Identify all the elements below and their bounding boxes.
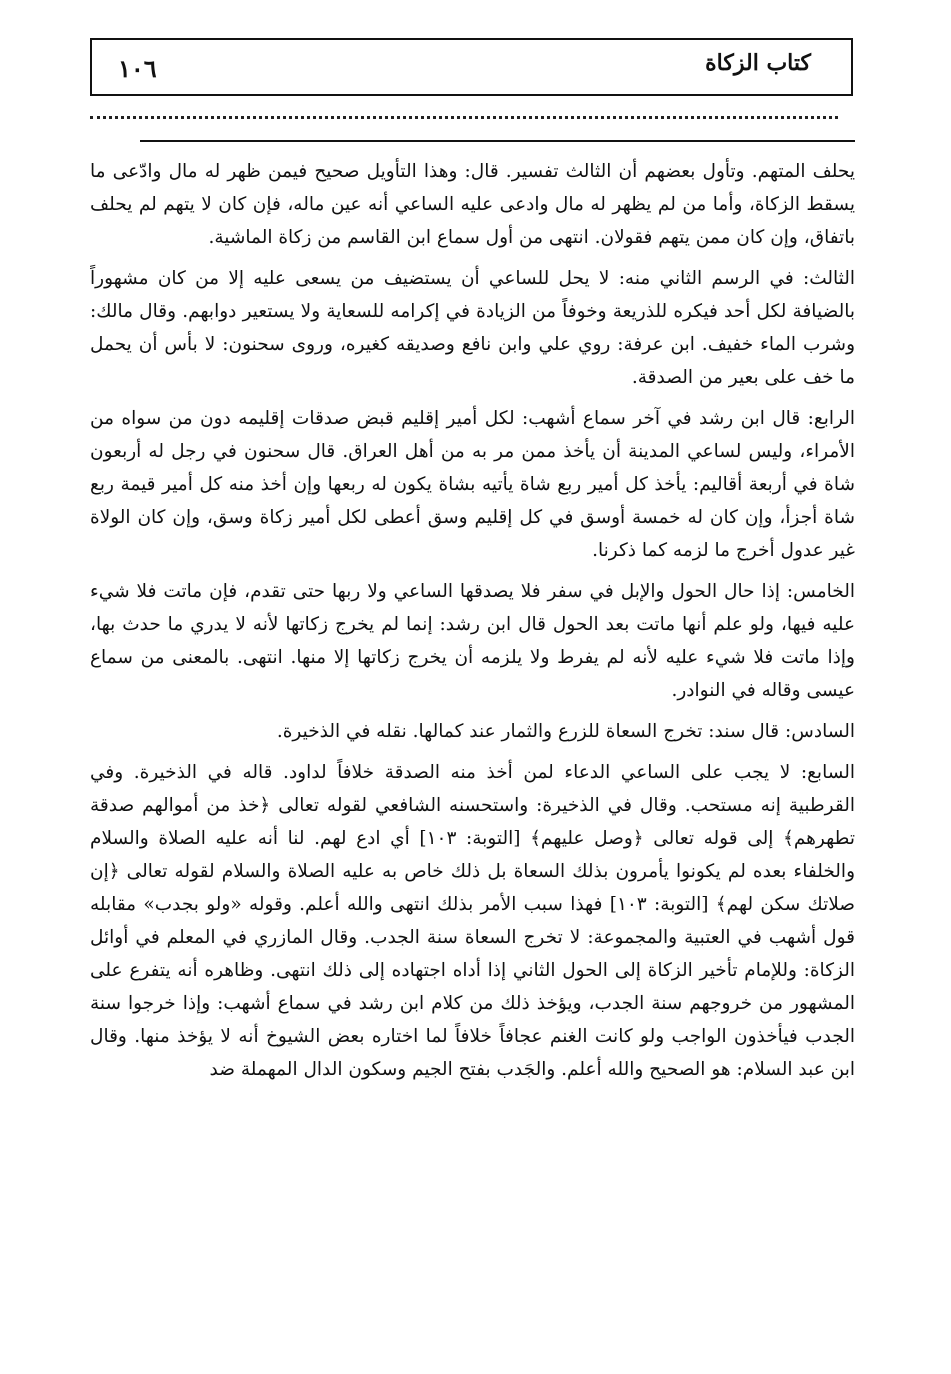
dotted-divider: [90, 116, 838, 119]
paragraph: يحلف المتهم. وتأول بعضهم أن الثالث تفسير. قال: وهذا التأويل صحيح فيمن ظهر له مال وادّعى ما يسقط الزكاة، وأما من لم يظهر له مال وادعى عليه الساعي أنه عين ماله، فإن كان لا يتهم لم يحلف باتفاق، وإن كان ممن يتهم فقولان. انتهى من أول سماع ابن القاسم من زكاة الماشية.: [90, 161, 855, 248]
page-body: [90, 155, 855, 1295]
paragraph: الثالث: في الرسم الثاني منه: لا يحل للساعي أن يستضيف من يسعى عليه إلا من كان مشهوراً بالضيافة لكل أحد فيكره للذريعة وخوفاً من الزيادة في إكرامه للسعاية ولا يستعير دوابهم. وقال مالك: وشرب الماء خفيف. ابن عرفة: روي علي وابن نافع وصديقه كغيره، وروى سحنون: لا بأس أن يحمل ما خف على بعير من الصدقة.: [90, 268, 855, 388]
paragraph: السادس: قال سند: تخرج السعاة للزرع والثمار عند كمالها. نقله في الذخيرة.: [276, 721, 855, 742]
page-header: [90, 38, 853, 96]
book-title: كتاب الزكاة: [705, 50, 811, 76]
paragraph: الرابع: قال ابن رشد في آخر سماع أشهب: لكل أمير إقليم قبض صدقات إقليمه دون من سواه من الأمراء، وليس لساعي المدينة أن يأخذ ممن مر به من أهل العراق. قال سحنون في رجل له أربعون شاة في أربعة أقاليم: يأخذ كل أمير ربع شاة يأتيه بشاة يكون له ربعها وإن أخذ منه كل أمير قيمة ربع شاة أجزأ، وإن كان له خمسة أوسق في كل إقليم وسق أعطى لكل أمير زكاة وسق، وإن كان الولاة غير عدول أخرج ما لزمه كما ذكرنا.: [90, 408, 855, 561]
paragraph: السابع: لا يجب على الساعي الدعاء لمن أخذ منه الصدقة خلافاً لداود. قاله في الذخيرة. وفي القرطبية إنه مستحب. وقال في الذخيرة: واستحسنه الشافعي لقوله تعالى ﴿خذ من أموالهم صدقة تطهرهم﴾ إلى قوله تعالى ﴿وصل عليهم﴾ [التوبة: ١٠٣] أي ادع لهم. لنا أنه عليه الصلاة والسلام والخلفاء بعده لم يكونوا يأمرون بذلك السعاة بل ذلك خاص به عليه الصلاة والسلام لقوله تعالى ﴿إن صلاتك سكن لهم﴾ [التوبة: ١٠٣] فهذا سبب الأمر بذلك انتهى والله أعلم. وقوله «ولو بجدب» مقابله قول أشهب في العتبية والمجموعة: لا تخرج السعاة سنة الجدب. وقال المازري في المعلم في أوائل الزكاة: وللإمام تأخير الزكاة إلى الحول الثاني إذا أداه اجتهاده إلى ذلك انتهى. وظاهره أنه يتفرع على المشهور من خروجهم سنة الجدب، ويؤخذ ذلك من كلام ابن رشد في سماع أشهب: وإذا خرجوا سنة الجدب فيأخذون الواجب ولو كانت الغنم عجافاً خلافاً لما اختاره بعض الشيوخ أنه لا يؤخذ منها. وقال ابن عبد السلام: هو الصحيح والله أعلم. والجَدب بفتح الجيم وسكون الدال المهملة ضد: [90, 762, 855, 1080]
page-number: ١٠٦: [118, 54, 157, 83]
header-rule: [140, 140, 855, 142]
paragraph: الخامس: إذا حال الحول والإبل في سفر فلا يصدقها الساعي ولا ربها حتى تقدم، فإن ماتت فلا شيء عليه فيها، ولو علم أنها ماتت بعد الحول قال ابن رشد: إنما لم يخرج زكاتها لأنه لا يدري ما حدث بها، وإذا ماتت فلا شيء عليه لأنه لم يفرط ولا يلزمه أن يخرج زكاتها إلا منها. انتهى. بالمعنى من سماع عيسى وقاله في النوادر.: [90, 581, 855, 701]
